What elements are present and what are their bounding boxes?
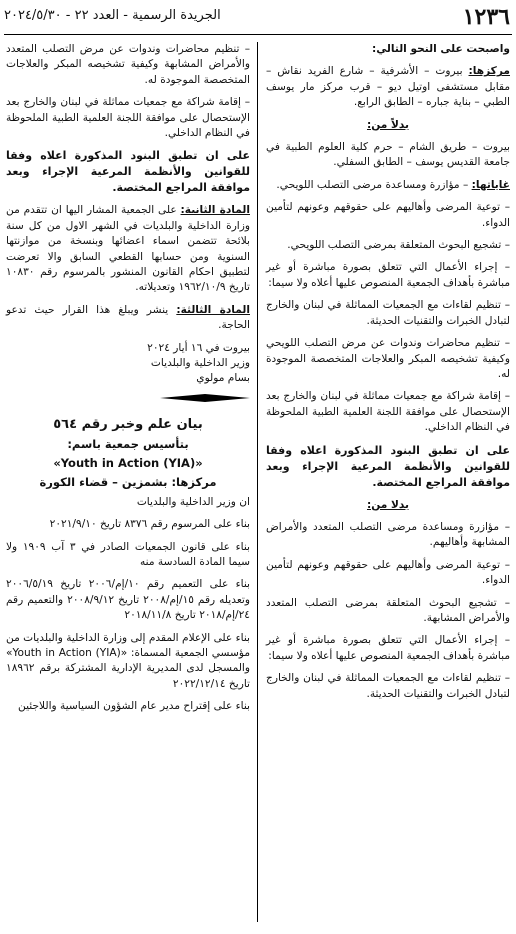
column-divider: [257, 42, 258, 922]
old-goal-item: – مؤازرة ومساعدة مرضى التصلب المتعدد والأمراض المشابهة وأهاليهم.: [266, 520, 510, 549]
goals-label: غاياتها:: [471, 178, 510, 191]
old-hq-text: بيروت – طريق الشام – حرم كلية العلوم الطبية في جامعة القديس يوسف – الطابق السفلي.: [266, 141, 510, 169]
preamble-item: بناء على الإعلام المقدم إلى وزارة الداخلية والبلديات من مؤسسي الجمعية المسماة: «Youth in Action (YIA)» والمسجل لدى المديرية الإدارية المشتركة برقم ١٨٩٦٢ تاريخ ٢٠٢٢/١٢/١٤: [6, 631, 250, 690]
article-3-label: المادة الثالثة:: [176, 303, 250, 316]
goals-text: – مؤازرة ومساعدة مرضى التصلب اللويحي.: [276, 178, 469, 191]
preamble-item: بناء على التعميم رقم ١٠/إم/٢٠٠٦ تاريخ ٢٠٠٦/٥/١٩ وتعديله رقم ١٥/إم/٢٠٠٨ تاريخ ٢٠٠٨/٩/١٢ والتعميم رقم ٢٤/إم/٢٠١٨ تاريخ ٢٠١٨/١١/٨: [6, 578, 250, 622]
signature-title: وزير الداخلية والبلديات: [150, 356, 250, 369]
association-name: «Youth in Action (YIA)»: [53, 455, 203, 470]
minister-line: ان وزير الداخلية والبلديات: [136, 495, 250, 508]
signature-name: بسام مولوي: [196, 371, 250, 384]
old-goal-item: – إقامة شراكة مع جمعيات مماثلة في لبنان والخارج بعد الإستحصال على موافقة اللجنة العلمية الطبية الملحوظة في النظام الداخلي.: [6, 96, 250, 140]
goals-paragraph: [266, 178, 510, 193]
notice-subtitle: بتأسيس جمعية باسم:: [67, 436, 189, 451]
intro-line: واصبحت على النحو التالي:: [371, 43, 510, 55]
old-goal-item: – إجراء الأعمال التي تتعلق بصورة مباشرة أو غير مباشرة بأهداف الجمعية المنصوص عليها أعلاه ولا سيما:: [266, 634, 510, 662]
article-2: [6, 203, 250, 295]
preamble-item: بناء على إقتراح مدير عام الشؤون السياسية واللاجئين: [18, 700, 250, 713]
old-goal-item: – توعية المرضى وأهاليهم على حقوقهم وعونهم لتأمين الدواء.: [266, 558, 510, 587]
old-goal-item: – تنظيم لقاءات مع الجمعيات المماثلة في لبنان والخارج لتبادل الخبرات والتقنيات الحديثة.: [266, 672, 510, 700]
goal-item: – تشجيع البحوث المتعلقة بمرضى التصلب اللويحي.: [287, 239, 510, 252]
amend-note: على ان تطبق البنود المذكورة اعلاه وفقا للقوانين والأنظمة المرعية الإجراء وبعد موافقة المراجع المختصة.: [266, 443, 510, 489]
separator-ornament: [160, 394, 250, 402]
goal-item: – تنظيم محاضرات وندوات عن مرض التصلب اللويحي وكيفية تشخيصه المبكر والعلاجات المتخصصة الموجودة له.: [266, 337, 510, 380]
page-header: [0, 0, 516, 36]
page-number: ١٢٣٦: [462, 4, 510, 30]
old-goal-item: – تشجيع البحوث المتعلقة بمرضى التصلب المتعدد والأمراض المشابهة.: [266, 596, 510, 624]
preamble-item: بناء على المرسوم رقم ٨٣٧٦ تاريخ ٢٠٢١/٩/١٠: [49, 518, 250, 531]
header-rule: [4, 34, 512, 35]
article-2-text: على الجمعية المشار اليها ان تتقدم من وزارة الداخلية والبلديات في الشهر الاول من كل سنة بلائحة تتضمن اسماء اعضائها وبنسخة من موازنتها السنوية ومن حسابها القطعي السابق والا تعرضت لتطبيق احكام القانون المنشور بالمرسوم رقم ١٠٨٣٠ تاريخ ١٩٦٢/١٠/٩ وتعديلاته.: [6, 204, 250, 294]
association-hq: مركزها: بشمزين – قضاء الكورة: [39, 475, 217, 490]
goal-item: – إجراء الأعمال التي تتعلق بصورة مباشرة أو غير مباشرة بأهداف الجمعية المنصوص عليها أعلاه ولا سيما:: [266, 261, 510, 289]
left-column: [6, 42, 250, 722]
goal-item: – تنظيم لقاءات مع الجمعيات المماثلة في لبنان والخارج لتبادل الخبرات والتقنيات الحديثة.: [266, 299, 510, 327]
instead-label: بدلاً من:: [366, 118, 409, 131]
article-3: [6, 303, 250, 334]
notice-title: بيان علم وخبر رقم ٥٦٤: [53, 417, 203, 433]
hq-paragraph: [266, 64, 510, 110]
goal-item: – إقامة شراكة مع جمعيات مماثلة في لبنان والخارج بعد الإستحصال على موافقة اللجنة العلمية الطبية الملحوظة في النظام الداخلي.: [266, 390, 510, 434]
amend-note: على ان تطبق البنود المذكورة اعلاه وفقا للقوانين والأنظمة المرعية الإجراء وبعد موافقة المراجع المختصة.: [6, 149, 250, 195]
article-3-text: ينشر ويبلغ هذا القرار حيث تدعو الحاجة.: [6, 303, 250, 332]
hq-text: بيروت – الأشرفية – شارع الفريد نقاش – مقابل مستشفى اوتيل ديو – قرب مركز مار يوسف الطبي – بناية جباره – الطابق الرابع.: [266, 65, 510, 109]
publication-line: الجريدة الرسمية - العدد ٢٢ - ٢٠٢٤/٥/٣٠: [4, 8, 221, 23]
hq-label: مركزها:: [468, 65, 510, 78]
instead-label: بدلا من:: [366, 498, 409, 511]
old-goal-item: – تنظيم محاضرات وندوات عن مرض التصلب المتعدد والأمراض المشابهة وكيفية تشخيصه المبكر والعلاجات المتخصصة الموجودة له.: [6, 43, 250, 86]
preamble-item: بناء على قانون الجمعيات الصادر في ٣ آب ١٩٠٩ ولا سيما المادة السادسة منه: [6, 540, 250, 568]
signature-date: بيروت في ١٦ أيار ٢٠٢٤: [147, 341, 250, 354]
right-column: [266, 42, 510, 709]
article-2-label: المادة الثانية:: [180, 204, 250, 217]
goal-item: – توعية المرضى وأهاليهم على حقوقهم وعونهم لتأمين الدواء.: [266, 201, 510, 229]
